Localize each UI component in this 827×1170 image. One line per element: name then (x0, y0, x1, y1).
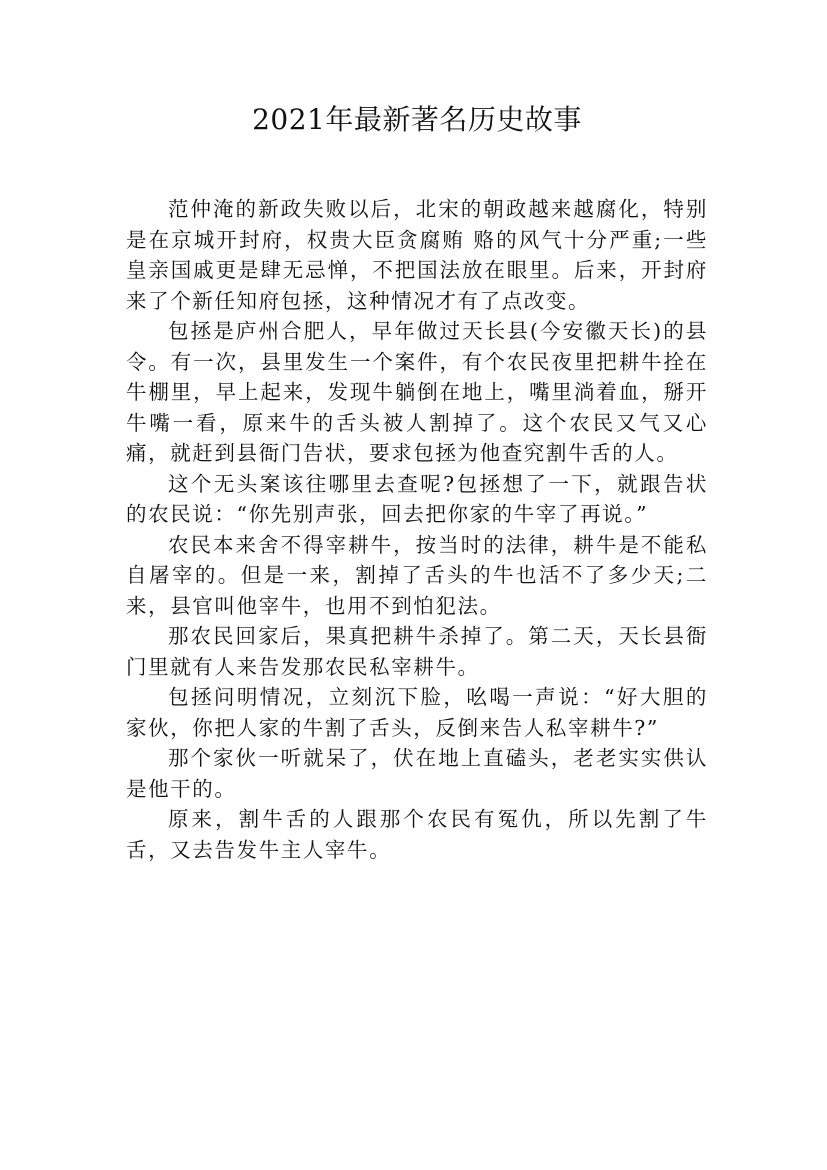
paragraph-3: 这个无头案该往哪里去查呢?包拯想了一下，就跟告状的农民说：“你先别声张，回去把你家的牛宰了再说。” (126, 471, 708, 526)
paragraph-5: 那农民回家后，果真把耕牛杀掉了。第二天，天长县衙门里就有人来告发那农民私宰耕牛。 (126, 624, 708, 679)
paragraph-6: 包拯问明情况，立刻沉下脸，吆喝一声说：“好大胆的家伙，你把人家的牛割了舌头，反倒来告人私宰耕牛?” (126, 685, 708, 740)
paragraph-1: 范仲淹的新政失败以后，北宋的朝政越来越腐化，特别是在京城开封府，权贵大臣贪腐贿 赂的风气十分严重;一些皇亲国戚更是肆无忌惮，不把国法放在眼里。后来，开封府来了个新任知府包拯，这种情况才有了点改变。 (126, 197, 708, 313)
document-body (126, 194, 708, 865)
document-title: 2021年最新著名历史故事 (252, 103, 582, 136)
paragraph-4: 农民本来舍不得宰耕牛，按当时的法律，耕牛是不能私自屠宰的。但是一来，割掉了舌头的牛也活不了多少天;二来，县官叫他宰牛，也用不到怕犯法。 (126, 532, 708, 618)
paragraph-2: 包拯是庐州合肥人，早年做过天长县(今安徽天长)的县令。有一次，县里发生一个案件，有个农民夜里把耕牛拴在牛棚里，早上起来，发现牛躺倒在地上，嘴里淌着血，掰开牛嘴一看，原来牛的舌头被人割掉了。这个农民又气又心痛，就赶到县衙门告状，要求包拯为他查究割牛舌的人。 (126, 319, 708, 465)
paragraph-8: 原来，割牛舌的人跟那个农民有冤仇，所以先割了牛舌，又去告发牛主人宰牛。 (126, 807, 708, 862)
paragraph-7: 那个家伙一听就呆了，伏在地上直磕头，老老实实供认是他干的。 (126, 746, 708, 801)
